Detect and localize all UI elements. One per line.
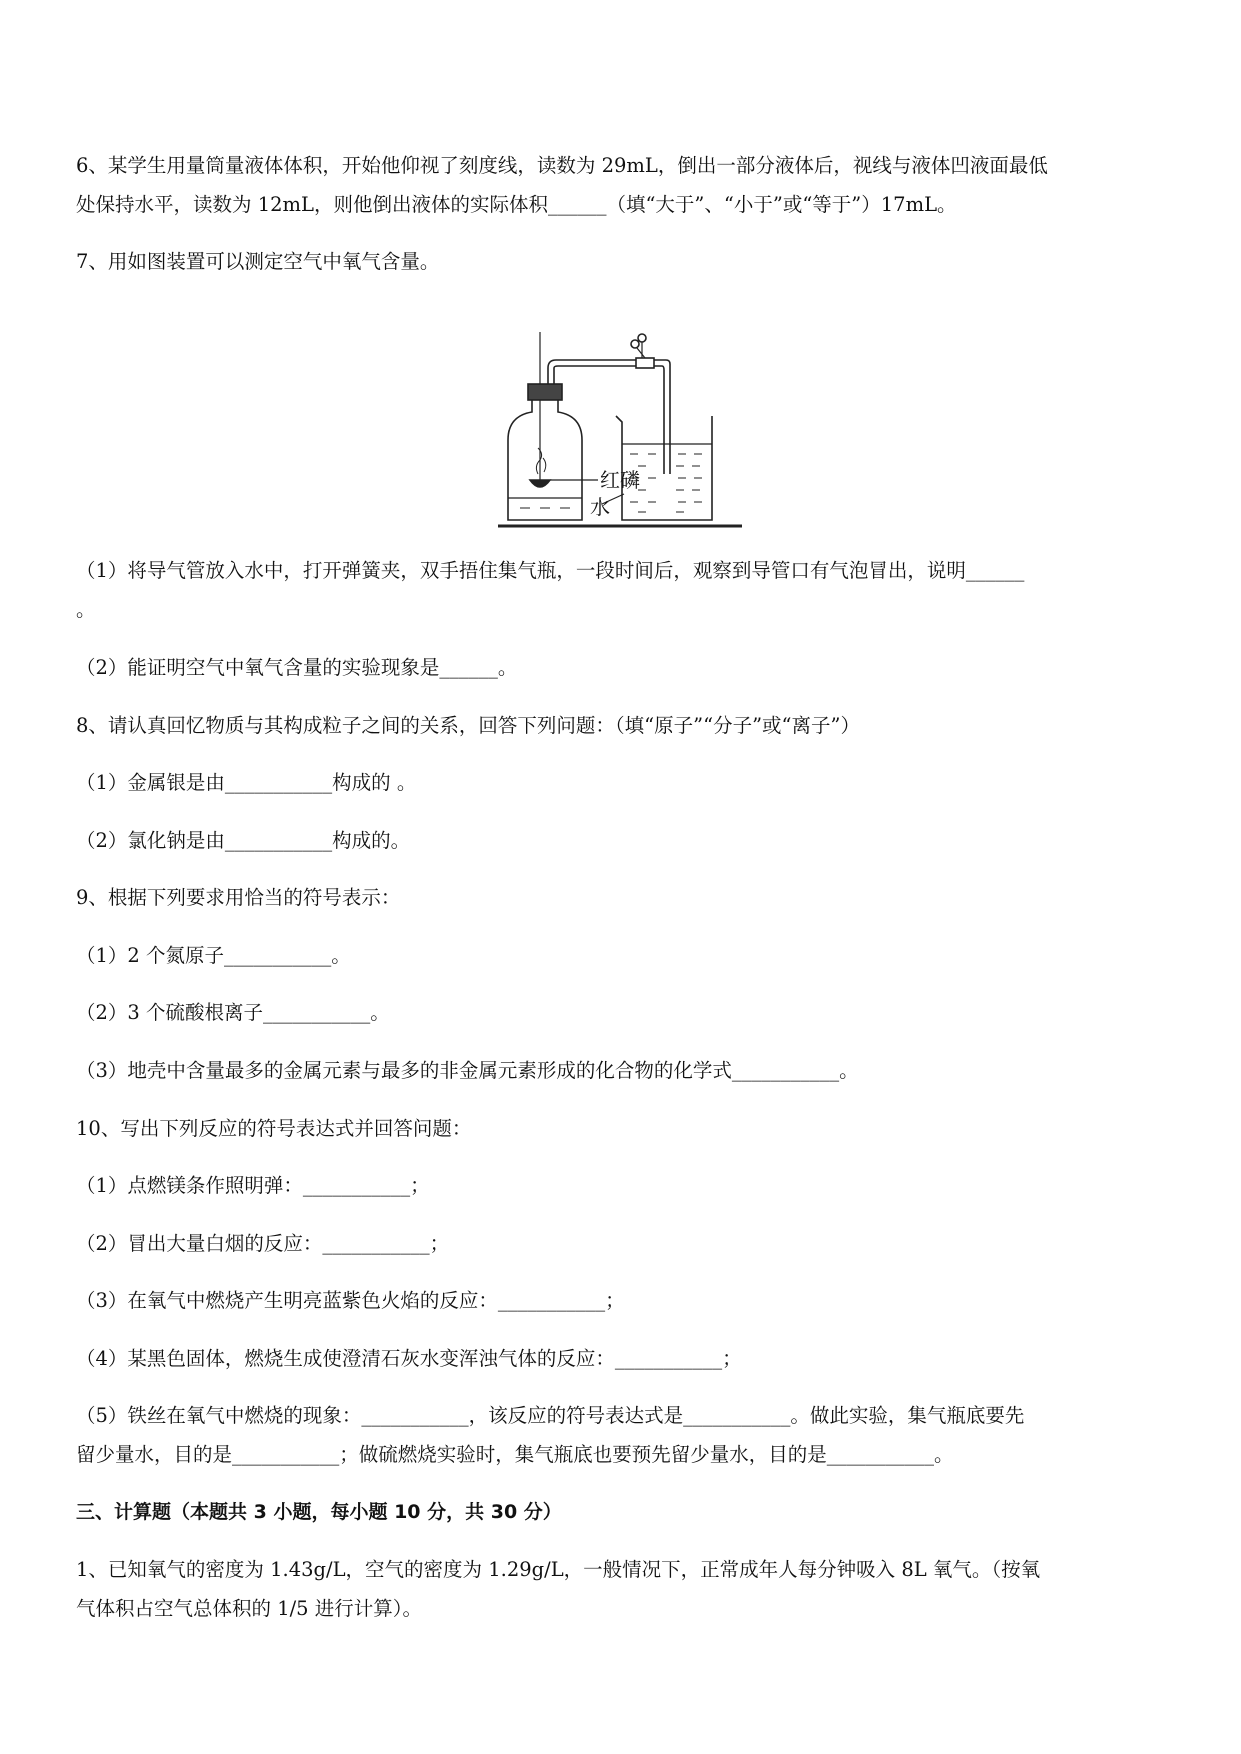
q10-stem: 10、写出下列反应的符号表达式并回答问题： [76,1117,472,1140]
q7-sub1-line1: （1）将导气管放入水中，打开弹簧夹，双手捂住集气瓶，一段时间后，观察到导管口有气泡冒出，说明______ [76,559,1025,582]
q7-sub2: （2）能证明空气中氧气含量的实验现象是______。 [76,656,518,679]
q10-sub3: （3）在氧气中燃烧产生明亮蓝紫色火焰的反应：___________； [76,1289,625,1312]
q7-stem: 7、用如图装置可以测定空气中氧气含量。 [76,250,440,273]
q9-sub1: （1）2 个氮原子___________。 [76,944,351,967]
q7-sub1-line2: 。 [76,598,96,621]
s3-q1-line1: 1、已知氧气的密度为 1.43g/L，空气的密度为 1.29g/L，一般情况下，正常成年人每分钟吸入 8L 氧气。（按氧 [76,1558,1041,1581]
q9-sub2: （2）3 个硫酸根离子___________。 [76,1001,390,1024]
apparatus-drawing [498,332,746,530]
apparatus-figure [498,332,746,530]
q8-sub2: （2）氯化钠是由___________构成的。 [76,829,411,852]
label-red-phosphorus: 红磷 [600,468,640,492]
q9-sub3: （3）地壳中含量最多的金属元素与最多的非金属元素形成的化合物的化学式___________。 [76,1059,859,1082]
q6-text-line2: 处保持水平，读数为 12mL，则他倒出液体的实际体积______（填“大于”、“小于”或“等于”）17mL。 [76,193,957,216]
s3-q1-line2: 气体积占空气总体积的 1/5 进行计算）。 [76,1597,423,1620]
q8-sub1: （1）金属银是由___________构成的 。 [76,771,417,794]
q10-sub2: （2）冒出大量白烟的反应：___________； [76,1232,450,1255]
q9-stem: 9、根据下列要求用恰当的符号表示： [76,886,401,909]
q10-sub5-line1: （5）铁丝在氧气中燃烧的现象：___________，该反应的符号表达式是___________。做此实验，集气瓶底要先 [76,1404,1025,1427]
q8-stem: 8、请认真回忆物质与其构成粒子之间的关系，回答下列问题：（填“原子”“分子”或“离子”） [76,714,860,737]
q10-sub1: （1）点燃镁条作照明弹：___________； [76,1174,430,1197]
label-water: 水 [590,495,610,519]
q10-sub4: （4）某黑色固体，燃烧生成使澄清石灰水变浑浊气体的反应：___________； [76,1347,742,1370]
section3-heading: 三、计算题（本题共 3 小题，每小题 10 分，共 30 分） [76,1501,562,1523]
q6-text-line1: 6、某学生用量筒量液体体积，开始他仰视了刻度线，读数为 29mL，倒出一部分液体后，视线与液体凹液面最低 [76,154,1048,177]
q10-sub5-line2: 留少量水，目的是___________；做硫燃烧实验时，集气瓶底也要预先留少量水，目的是___________。 [76,1443,954,1466]
